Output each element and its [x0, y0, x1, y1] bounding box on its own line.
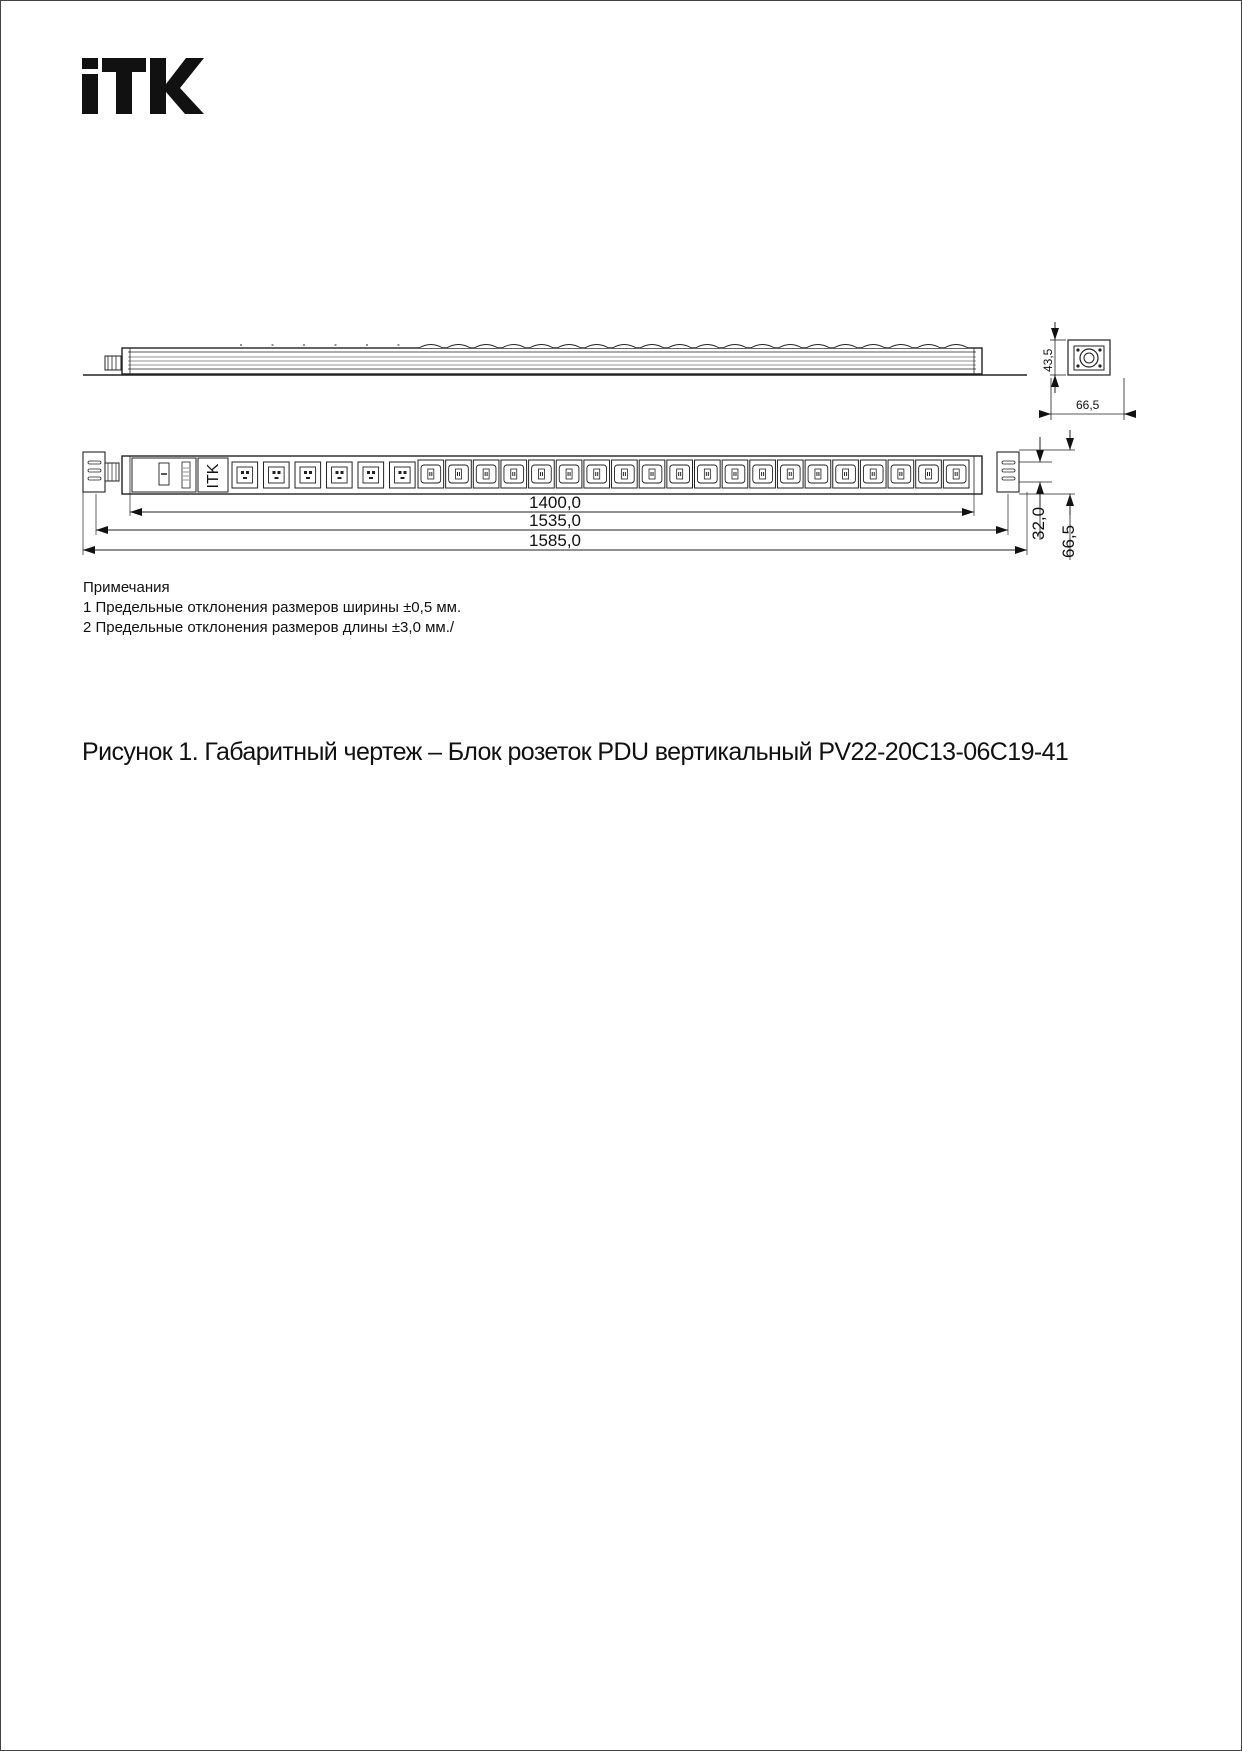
c13-outlet — [584, 460, 610, 488]
c13-outlet — [805, 460, 831, 488]
side-bump — [613, 345, 637, 349]
figure-caption: Рисунок 1. Габаритный чертеж – Блок розеток PDU вертикальный PV22-20C13-06C19-41 — [82, 738, 1069, 766]
c13-outlet — [695, 460, 721, 488]
side-bump — [585, 345, 609, 349]
side-bump — [668, 345, 692, 349]
c13-outlet — [446, 460, 472, 488]
side-bump — [944, 345, 968, 349]
c13-outlet — [639, 460, 665, 488]
side-bump — [834, 345, 858, 349]
total-length-dim: 1585,0 — [529, 531, 581, 550]
side-bump — [474, 345, 498, 349]
length-dimensions — [83, 492, 1027, 555]
side-bump — [419, 345, 443, 349]
c13-outlet — [501, 460, 527, 488]
c13-outlet — [750, 460, 776, 488]
c13-outlet — [860, 460, 886, 488]
c13-outlet — [722, 460, 748, 488]
c13-outlet — [473, 460, 499, 488]
notes-heading: Примечания — [83, 579, 170, 596]
c13-outlet — [888, 460, 914, 488]
side-bump — [696, 345, 720, 349]
c13-outlet — [916, 460, 942, 488]
side-bump — [447, 345, 471, 349]
c19-outlet — [295, 462, 321, 488]
note-item: 1 Предельные отклонения размеров ширины ±0,5 мм. — [83, 599, 462, 616]
side-bump — [889, 345, 913, 349]
side-bump — [640, 345, 664, 349]
c19-outlet — [232, 462, 258, 488]
c13-outlet — [777, 460, 803, 488]
c13-outlet — [612, 460, 638, 488]
height-depth-dim: 43,5 — [1041, 348, 1055, 372]
side-bump — [530, 345, 554, 349]
inner-length-dim: 1400,0 — [529, 493, 581, 512]
side-bump — [502, 345, 526, 349]
height-dimensions — [1019, 430, 1078, 560]
mount-spacing-dim: 32,0 — [1029, 506, 1048, 540]
front-view — [83, 452, 1019, 494]
side-bump — [806, 345, 830, 349]
notes-block — [83, 578, 461, 638]
c13-outlet — [529, 460, 555, 488]
c13-outlet — [418, 460, 444, 488]
c19-outlet — [390, 462, 416, 488]
c13-outlet — [556, 460, 582, 488]
c19-outlet — [358, 462, 384, 488]
front-height-dim: 66,5 — [1059, 524, 1078, 558]
mid-length-dim: 1535,0 — [529, 511, 581, 530]
side-bump — [557, 345, 581, 349]
c19-outlet — [327, 462, 353, 488]
side-bump — [861, 345, 885, 349]
pdu-dimension-drawing — [0, 0, 1242, 600]
end-view — [1040, 322, 1135, 420]
side-bump — [778, 345, 802, 349]
c13-outlet — [667, 460, 693, 488]
c13-outlet — [943, 460, 969, 488]
panel-brand: ITK — [205, 463, 223, 489]
note-item: 2 Предельные отклонения размеров длины ±3,0 мм./ — [83, 619, 455, 636]
side-bump — [917, 345, 941, 349]
end-width-dim: 66,5 — [1076, 398, 1100, 412]
side-bump — [751, 345, 775, 349]
c13-outlet — [833, 460, 859, 488]
side-bump — [723, 345, 747, 349]
c19-outlet — [264, 462, 290, 488]
side-view — [83, 345, 1027, 376]
